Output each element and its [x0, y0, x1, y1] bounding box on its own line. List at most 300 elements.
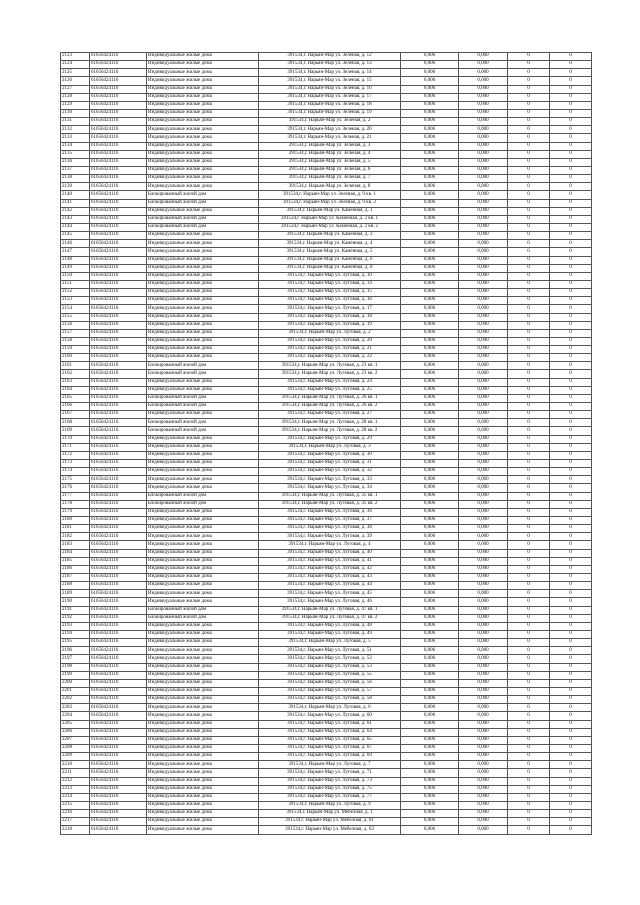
address-cell: 391534,г. Нарьян-Мар ул. Луговая, д. 25	[259, 386, 401, 394]
building-type-cell: Индивидуальные жилые дома	[147, 435, 259, 443]
value-b-cell: 0,000	[459, 647, 508, 655]
value-b-cell: 0,000	[459, 191, 508, 199]
row-number-cell: 2165	[61, 394, 90, 402]
row-number-cell: 2156	[61, 321, 90, 329]
value-b-cell: 0,000	[459, 663, 508, 671]
value-a-cell: 0,006	[401, 484, 459, 492]
building-type-cell: Индивидуальные жилые дома	[147, 476, 259, 484]
code-cell: 61656424116	[90, 679, 147, 687]
table-row	[61, 370, 592, 378]
code-cell: 61656424116	[90, 582, 147, 590]
value-a-cell: 0,006	[401, 118, 459, 126]
building-type-cell: Индивидуальные жилые дома	[147, 565, 259, 573]
value-a-cell: 0,006	[401, 590, 459, 598]
address-cell: 391534,г. Нарьян-Мар ул. Луговая, д. 35 кв. 1	[259, 492, 401, 500]
building-type-cell: Индивидуальные жилые дома	[147, 720, 259, 728]
value-a-cell: 0,006	[401, 826, 459, 834]
row-number-cell: 2175	[61, 476, 90, 484]
value-b-cell: 0,000	[459, 443, 508, 451]
address-cell: 391534,г. Нарьян-Мар ул. Луговая, д. 64	[259, 728, 401, 736]
value-b-cell: 0,000	[459, 346, 508, 354]
building-type-cell: Индивидуальные жилые дома	[147, 248, 259, 256]
value-a-cell: 0,006	[401, 500, 459, 508]
value-a-cell: 0,006	[401, 639, 459, 647]
building-type-cell: Индивидуальные жилые дома	[147, 460, 259, 468]
value-b-cell: 0,000	[459, 69, 508, 77]
code-cell: 61656424116	[90, 500, 147, 508]
row-number-cell: 2163	[61, 378, 90, 386]
value-b-cell: 0,000	[459, 411, 508, 419]
building-type-cell: Индивидуальные жилые дома	[147, 158, 259, 166]
value-d-cell: 0	[550, 639, 592, 647]
code-cell: 61656424116	[90, 541, 147, 549]
value-a-cell: 0,006	[401, 557, 459, 565]
address-cell: 391534,г. Нарьян-Мар ул. Каменная, д. 2 кв. 1	[259, 215, 401, 223]
building-type-cell: Индивидуальные жилые дома	[147, 663, 259, 671]
address-cell: 391534,г. Нарьян-Мар ул. Луговая, д. 69	[259, 753, 401, 761]
value-c-cell: 0	[508, 533, 550, 541]
code-cell: 61656424116	[90, 158, 147, 166]
building-type-cell: Индивидуальные жилые дома	[147, 777, 259, 785]
records-table-body	[61, 53, 592, 835]
value-a-cell: 0,006	[401, 175, 459, 183]
building-type-cell: Индивидуальные жилые дома	[147, 525, 259, 533]
table-row	[61, 362, 592, 370]
building-type-cell: Индивидуальные жилые дома	[147, 61, 259, 69]
value-c-cell: 0	[508, 297, 550, 305]
code-cell: 61656424116	[90, 85, 147, 93]
value-b-cell: 0,000	[459, 256, 508, 264]
value-b-cell: 0,000	[459, 736, 508, 744]
value-c-cell: 0	[508, 647, 550, 655]
code-cell: 61656424116	[90, 744, 147, 752]
code-cell: 61656424116	[90, 818, 147, 826]
value-a-cell: 0,006	[401, 451, 459, 459]
row-number-cell: 2187	[61, 574, 90, 582]
value-b-cell: 0,000	[459, 622, 508, 630]
row-number-cell: 2130	[61, 109, 90, 117]
code-cell: 61656424116	[90, 777, 147, 785]
table-row	[61, 598, 592, 606]
row-number-cell: 2159	[61, 346, 90, 354]
value-b-cell: 0,000	[459, 53, 508, 61]
code-cell: 61656424116	[90, 256, 147, 264]
row-number-cell: 2158	[61, 337, 90, 345]
building-type-cell: Индивидуальные жилые дома	[147, 769, 259, 777]
value-c-cell: 0	[508, 77, 550, 85]
building-type-cell: Индивидуальные жилые дома	[147, 118, 259, 126]
value-d-cell: 0	[550, 663, 592, 671]
code-cell: 61656424116	[90, 313, 147, 321]
value-a-cell: 0,006	[401, 517, 459, 525]
code-cell: 61656424116	[90, 101, 147, 109]
value-b-cell: 0,000	[459, 476, 508, 484]
address-cell: 391534,г. Нарьян-Мар ул. Луговая, д. 60	[259, 712, 401, 720]
value-c-cell: 0	[508, 712, 550, 720]
value-b-cell: 0,000	[459, 549, 508, 557]
table-row	[61, 476, 592, 484]
table-row	[61, 647, 592, 655]
table-row	[61, 183, 592, 191]
building-type-cell: Индивидуальные жилые дома	[147, 549, 259, 557]
table-row	[61, 85, 592, 93]
row-number-cell: 2191	[61, 606, 90, 614]
address-cell: 391534,г. Нарьян-Мар ул. Луговая, д. 52	[259, 655, 401, 663]
code-cell: 61656424116	[90, 264, 147, 272]
value-d-cell: 0	[550, 435, 592, 443]
value-b-cell: 0,000	[459, 574, 508, 582]
table-row	[61, 223, 592, 231]
value-a-cell: 0,006	[401, 53, 459, 61]
code-cell: 61656424116	[90, 468, 147, 476]
value-b-cell: 0,000	[459, 508, 508, 516]
address-cell: 391534,г. Нарьян-Мар ул. Луговая, д. 3	[259, 443, 401, 451]
row-number-cell: 2142	[61, 207, 90, 215]
address-cell: 391534,г. Нарьян-Мар ул. Каменная, д. 5	[259, 248, 401, 256]
code-cell: 61656424116	[90, 427, 147, 435]
value-a-cell: 0,006	[401, 183, 459, 191]
row-number-cell: 2157	[61, 329, 90, 337]
table-row	[61, 118, 592, 126]
value-d-cell: 0	[550, 109, 592, 117]
value-c-cell: 0	[508, 134, 550, 142]
building-type-cell: Индивидуальные жилые дома	[147, 451, 259, 459]
value-c-cell: 0	[508, 321, 550, 329]
row-number-cell: 2137	[61, 166, 90, 174]
value-b-cell: 0,000	[459, 777, 508, 785]
value-b-cell: 0,000	[459, 337, 508, 345]
value-b-cell: 0,000	[459, 175, 508, 183]
code-cell: 61656424116	[90, 118, 147, 126]
table-row	[61, 240, 592, 248]
value-d-cell: 0	[550, 256, 592, 264]
address-cell: 391534,г. Нарьян-Мар ул. Зеленая, д. 4	[259, 150, 401, 158]
address-cell: 391534,г. Нарьян-Мар ул. Луговая, д. 75	[259, 785, 401, 793]
value-c-cell: 0	[508, 362, 550, 370]
value-d-cell: 0	[550, 679, 592, 687]
row-number-cell: 2207	[61, 736, 90, 744]
value-d-cell: 0	[550, 769, 592, 777]
code-cell: 61656424116	[90, 419, 147, 427]
table-row	[61, 720, 592, 728]
value-d-cell: 0	[550, 704, 592, 712]
value-d-cell: 0	[550, 622, 592, 630]
address-cell: 391534,г. Нарьян-Мар ул. Луговая, д. 42	[259, 565, 401, 573]
value-c-cell: 0	[508, 606, 550, 614]
value-d-cell: 0	[550, 549, 592, 557]
address-cell: 391534,г. Нарьян-Мар ул. Луговая, д. 23 кв. 2	[259, 370, 401, 378]
value-a-cell: 0,006	[401, 810, 459, 818]
code-cell: 61656424116	[90, 460, 147, 468]
address-cell: 391534,г. Нарьян-Мар ул. Луговая, д. 33	[259, 476, 401, 484]
value-d-cell: 0	[550, 191, 592, 199]
building-type-cell: Индивидуальные жилые дома	[147, 728, 259, 736]
value-c-cell: 0	[508, 411, 550, 419]
address-cell: 391534,г. Нарьян-Мар ул. Зеленая, д. 14	[259, 69, 401, 77]
code-cell: 61656424116	[90, 183, 147, 191]
table-row	[61, 101, 592, 109]
value-a-cell: 0,006	[401, 818, 459, 826]
value-b-cell: 0,000	[459, 183, 508, 191]
address-cell: 391534,г. Нарьян-Мар ул. Каменная, д. 1	[259, 207, 401, 215]
value-a-cell: 0,006	[401, 679, 459, 687]
value-c-cell: 0	[508, 386, 550, 394]
building-type-cell: Индивидуальные жилые дома	[147, 240, 259, 248]
value-a-cell: 0,006	[401, 630, 459, 638]
table-row	[61, 69, 592, 77]
table-row	[61, 109, 592, 117]
value-a-cell: 0,006	[401, 232, 459, 240]
value-c-cell: 0	[508, 150, 550, 158]
value-d-cell: 0	[550, 557, 592, 565]
code-cell: 61656424116	[90, 215, 147, 223]
table-row	[61, 403, 592, 411]
value-b-cell: 0,000	[459, 232, 508, 240]
value-a-cell: 0,006	[401, 460, 459, 468]
address-cell: 391534,г. Нарьян-Мар ул. Зеленая, д. 6	[259, 166, 401, 174]
building-type-cell: Индивидуальные жилые дома	[147, 753, 259, 761]
value-b-cell: 0,000	[459, 728, 508, 736]
value-c-cell: 0	[508, 801, 550, 809]
table-row	[61, 761, 592, 769]
row-number-cell: 2155	[61, 313, 90, 321]
row-number-cell: 2123	[61, 53, 90, 61]
code-cell: 61656424116	[90, 134, 147, 142]
value-b-cell: 0,000	[459, 427, 508, 435]
value-a-cell: 0,006	[401, 346, 459, 354]
table-row	[61, 614, 592, 622]
value-b-cell: 0,000	[459, 801, 508, 809]
row-number-cell: 2182	[61, 533, 90, 541]
row-number-cell: 2164	[61, 386, 90, 394]
address-cell: 391534,г. Нарьян-Мар ул. Луговая, д. 35 кв. 2	[259, 500, 401, 508]
building-type-cell: Индивидуальные жилые дома	[147, 801, 259, 809]
value-c-cell: 0	[508, 256, 550, 264]
table-row	[61, 696, 592, 704]
building-type-cell: Индивидуальные жилые дома	[147, 175, 259, 183]
table-row	[61, 468, 592, 476]
row-number-cell: 2141	[61, 199, 90, 207]
value-d-cell: 0	[550, 468, 592, 476]
table-row	[61, 728, 592, 736]
row-number-cell: 2125	[61, 69, 90, 77]
row-number-cell: 2124	[61, 61, 90, 69]
value-d-cell: 0	[550, 777, 592, 785]
value-c-cell: 0	[508, 264, 550, 272]
code-cell: 61656424116	[90, 329, 147, 337]
address-cell: 391534,г. Нарьян-Мар ул. Луговая, д. 9	[259, 801, 401, 809]
value-b-cell: 0,000	[459, 297, 508, 305]
address-cell: 391534,г. Нарьян-Мар ул. Луговая, д. 51	[259, 647, 401, 655]
building-type-cell: Индивидуальные жилые дома	[147, 630, 259, 638]
building-type-cell: Индивидуальные жилые дома	[147, 443, 259, 451]
table-row	[61, 655, 592, 663]
value-b-cell: 0,000	[459, 484, 508, 492]
value-a-cell: 0,006	[401, 769, 459, 777]
row-number-cell: 2132	[61, 126, 90, 134]
row-number-cell: 2129	[61, 101, 90, 109]
code-cell: 61656424116	[90, 810, 147, 818]
value-a-cell: 0,006	[401, 663, 459, 671]
table-row	[61, 769, 592, 777]
value-a-cell: 0,006	[401, 704, 459, 712]
address-cell: 391534,г. Нарьян-Мар ул. Луговая, д. 40	[259, 549, 401, 557]
value-a-cell: 0,006	[401, 549, 459, 557]
value-a-cell: 0,006	[401, 69, 459, 77]
value-c-cell: 0	[508, 687, 550, 695]
table-row	[61, 126, 592, 134]
value-a-cell: 0,006	[401, 443, 459, 451]
address-cell: 391534,г. Нарьян-Мар ул. Луговая, д. 19	[259, 321, 401, 329]
row-number-cell: 2185	[61, 557, 90, 565]
address-cell: 391534,г. Нарьян-Мар ул. Луговая, д. 23 кв. 1	[259, 362, 401, 370]
value-c-cell: 0	[508, 549, 550, 557]
address-cell: 391534,г. Нарьян-Мар ул. Луговая, д. 67	[259, 744, 401, 752]
value-c-cell: 0	[508, 785, 550, 793]
row-number-cell: 2161	[61, 362, 90, 370]
value-b-cell: 0,000	[459, 712, 508, 720]
code-cell: 61656424116	[90, 166, 147, 174]
value-d-cell: 0	[550, 720, 592, 728]
building-type-cell: Индивидуальные жилые дома	[147, 93, 259, 101]
value-c-cell: 0	[508, 769, 550, 777]
value-d-cell: 0	[550, 264, 592, 272]
building-type-cell: Индивидуальные жилые дома	[147, 598, 259, 606]
code-cell: 61656424116	[90, 590, 147, 598]
table-row	[61, 500, 592, 508]
address-cell: 391534,г. Нарьян-Мар ул. Луговая, д. 56	[259, 679, 401, 687]
code-cell: 61656424116	[90, 93, 147, 101]
value-d-cell: 0	[550, 810, 592, 818]
address-cell: 391534,г. Нарьян-Мар ул. Луговая, д. 30	[259, 451, 401, 459]
address-cell: 391534,г. Нарьян-Мар ул. Зеленая, д. 13	[259, 61, 401, 69]
address-cell: 391534,г. Нарьян-Мар ул. Зеленая, д. 12	[259, 53, 401, 61]
code-cell: 61656424116	[90, 386, 147, 394]
building-type-cell: Индивидуальные жилые дома	[147, 411, 259, 419]
address-cell: 391534,г. Нарьян-Мар ул. Зеленая, д. 9 кв. 1	[259, 191, 401, 199]
building-type-cell: Индивидуальные жилые дома	[147, 354, 259, 362]
table-row	[61, 427, 592, 435]
value-b-cell: 0,000	[459, 769, 508, 777]
value-c-cell: 0	[508, 272, 550, 280]
value-c-cell: 0	[508, 223, 550, 231]
code-cell: 61656424116	[90, 378, 147, 386]
value-b-cell: 0,000	[459, 134, 508, 142]
value-d-cell: 0	[550, 403, 592, 411]
value-c-cell: 0	[508, 435, 550, 443]
value-b-cell: 0,000	[459, 240, 508, 248]
building-type-cell: Индивидуальные жилые дома	[147, 484, 259, 492]
table-row	[61, 492, 592, 500]
value-a-cell: 0,006	[401, 150, 459, 158]
value-a-cell: 0,006	[401, 541, 459, 549]
value-a-cell: 0,006	[401, 158, 459, 166]
building-type-cell: Индивидуальные жилые дома	[147, 329, 259, 337]
code-cell: 61656424116	[90, 647, 147, 655]
building-type-cell: Индивидуальные жилые дома	[147, 744, 259, 752]
building-type-cell: Индивидуальные жилые дома	[147, 166, 259, 174]
table-row	[61, 549, 592, 557]
value-b-cell: 0,000	[459, 272, 508, 280]
value-c-cell: 0	[508, 777, 550, 785]
value-b-cell: 0,000	[459, 753, 508, 761]
building-type-cell: Блокированный жилой дом	[147, 362, 259, 370]
value-b-cell: 0,000	[459, 166, 508, 174]
building-type-cell: Индивидуальные жилые дома	[147, 590, 259, 598]
code-cell: 61656424116	[90, 297, 147, 305]
building-type-cell: Индивидуальные жилые дома	[147, 289, 259, 297]
table-row	[61, 191, 592, 199]
table-row	[61, 582, 592, 590]
value-d-cell: 0	[550, 801, 592, 809]
row-number-cell: 2184	[61, 549, 90, 557]
value-d-cell: 0	[550, 142, 592, 150]
building-type-cell: Блокированный жилой дом	[147, 223, 259, 231]
code-cell: 61656424116	[90, 280, 147, 288]
value-d-cell: 0	[550, 69, 592, 77]
value-a-cell: 0,006	[401, 785, 459, 793]
value-b-cell: 0,000	[459, 744, 508, 752]
code-cell: 61656424116	[90, 793, 147, 801]
table-row	[61, 386, 592, 394]
table-row	[61, 525, 592, 533]
value-c-cell: 0	[508, 622, 550, 630]
building-type-cell: Индивидуальные жилые дома	[147, 207, 259, 215]
value-c-cell: 0	[508, 728, 550, 736]
code-cell: 61656424116	[90, 175, 147, 183]
value-d-cell: 0	[550, 118, 592, 126]
table-row	[61, 533, 592, 541]
row-number-cell: 2169	[61, 427, 90, 435]
value-a-cell: 0,006	[401, 223, 459, 231]
table-row	[61, 574, 592, 582]
value-c-cell: 0	[508, 793, 550, 801]
value-d-cell: 0	[550, 427, 592, 435]
table-row	[61, 818, 592, 826]
value-d-cell: 0	[550, 647, 592, 655]
table-row	[61, 712, 592, 720]
value-d-cell: 0	[550, 101, 592, 109]
address-cell: 391534,г. Нарьян-Мар ул. Луговая, д. 21	[259, 346, 401, 354]
value-c-cell: 0	[508, 354, 550, 362]
address-cell: 391534,г. Нарьян-Мар ул. Луговая, д. 47 кв. 1	[259, 606, 401, 614]
value-b-cell: 0,000	[459, 264, 508, 272]
value-d-cell: 0	[550, 460, 592, 468]
code-cell: 61656424116	[90, 240, 147, 248]
value-b-cell: 0,000	[459, 460, 508, 468]
value-c-cell: 0	[508, 69, 550, 77]
code-cell: 61656424116	[90, 508, 147, 516]
value-d-cell: 0	[550, 582, 592, 590]
address-cell: 391534,г. Нарьян-Мар ул. Луговая, д. 26 кв. 2	[259, 403, 401, 411]
table-row	[61, 736, 592, 744]
table-row	[61, 297, 592, 305]
row-number-cell: 2200	[61, 679, 90, 687]
row-number-cell: 2195	[61, 639, 90, 647]
building-type-cell: Индивидуальные жилые дома	[147, 126, 259, 134]
value-a-cell: 0,006	[401, 565, 459, 573]
address-cell: 391534,г. Нарьян-Мар ул. Луговая, д. 26 кв. 1	[259, 394, 401, 402]
address-cell: 391534,г. Нарьян-Мар ул. Луговая, д. 20	[259, 337, 401, 345]
row-number-cell: 2190	[61, 598, 90, 606]
value-d-cell: 0	[550, 207, 592, 215]
value-b-cell: 0,000	[459, 598, 508, 606]
code-cell: 61656424116	[90, 362, 147, 370]
address-cell: 391534,г. Нарьян-Мар ул. Луговая, д. 28 кв. 1	[259, 419, 401, 427]
table-row	[61, 150, 592, 158]
code-cell: 61656424116	[90, 199, 147, 207]
value-d-cell: 0	[550, 753, 592, 761]
